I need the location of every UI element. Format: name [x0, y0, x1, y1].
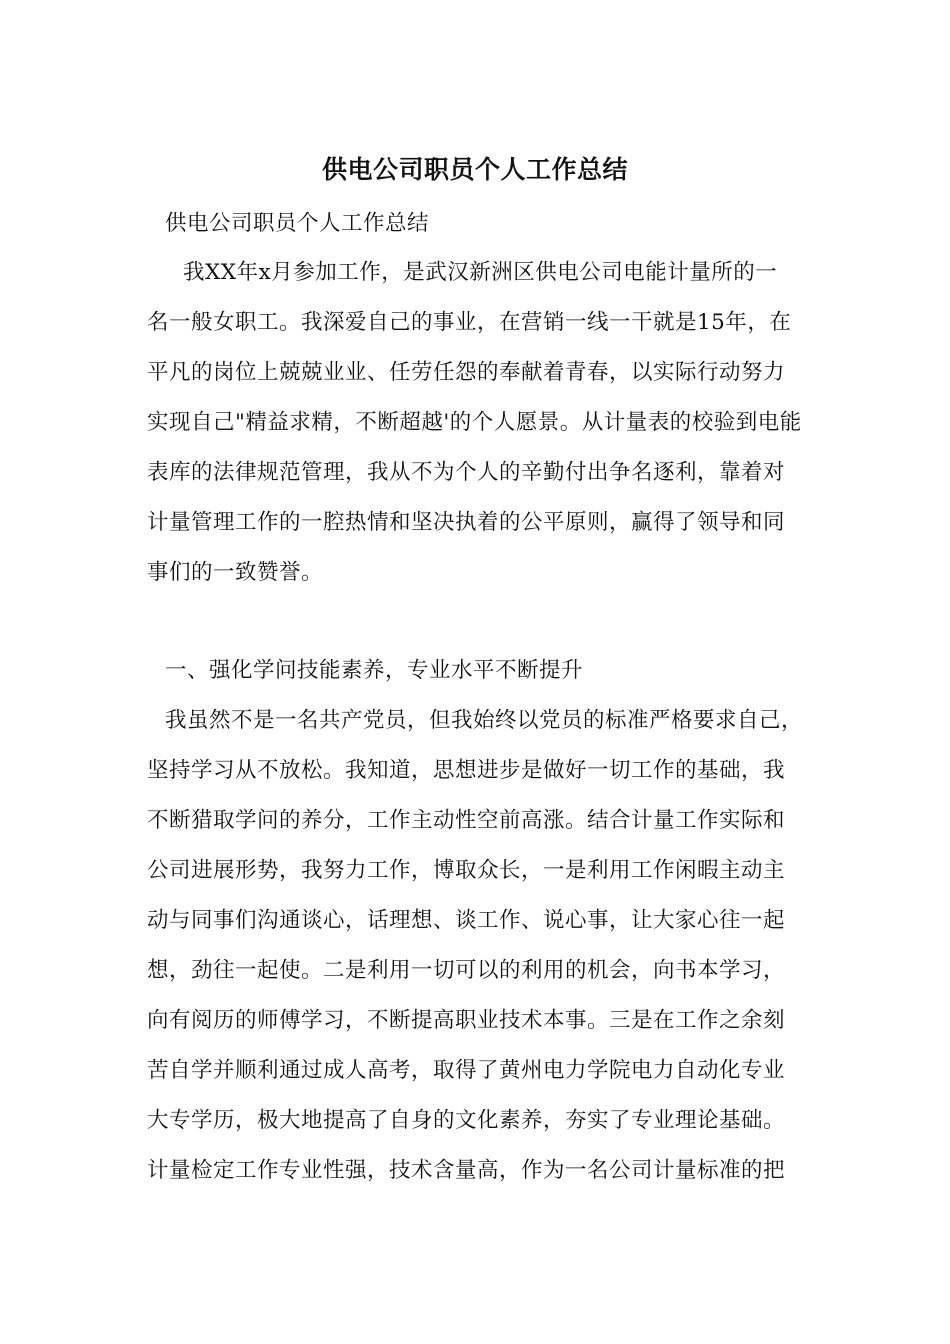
- section-heading: 一、强化学问技能素养，专业水平不断提升: [165, 658, 584, 683]
- paragraph2-line: 动与同事们沟通谈心，话理想、谈工作、说心事，让大家心往一起: [147, 908, 786, 933]
- paragraph1-line: 事们的一致赞誉。: [147, 560, 324, 585]
- paragraph1-line: 实现自己"精益求精，不断超越'的个人愿景。从计量表的校验到电能: [147, 410, 802, 435]
- paragraph2-line: 大专学历，极大地提高了自身的文化素养，夯实了专业理论基础。: [147, 1108, 786, 1133]
- paragraph2-line: 我虽然不是一名共产党员，但我始终以党员的标准严格要求自己，: [165, 708, 804, 733]
- document-subtitle: 供电公司职员个人工作总结: [165, 211, 430, 236]
- paragraph2-line: 苦自学并顺利通过成人高考，取得了黄州电力学院电力自动化专业: [147, 1058, 786, 1083]
- paragraph1-line: 平凡的岗位上兢兢业业、任劳任怨的奉献着青春，以实际行动努力: [147, 360, 786, 385]
- paragraph2-line: 计量检定工作专业性强，技术含量高，作为一名公司计量标准的把: [147, 1158, 786, 1183]
- paragraph1-line: 表库的法律规范管理，我从不为个人的辛勤付出争名逐利，靠着对: [147, 460, 786, 485]
- paragraph2-line: 坚持学习从不放松。我知道，思想进步是做好一切工作的基础，我: [147, 758, 786, 783]
- document-title: 供电公司职员个人工作总结: [321, 155, 628, 184]
- paragraph1-line: 计量管理工作的一腔热情和坚决执着的公平原则，赢得了领导和同: [147, 510, 786, 535]
- paragraph1-line: 我XX年x月参加工作，是武汉新洲区供电公司电能计量所的一: [183, 260, 778, 285]
- paragraph2-line: 想，劲往一起使。二是利用一切可以的利用的机会，向书本学习，: [147, 958, 786, 983]
- paragraph2-line: 公司进展形势，我努力工作，博取众长，一是利用工作闲暇主动主: [147, 858, 786, 883]
- paragraph2-line: 不断猎取学问的养分，工作主动性空前高涨。结合计量工作实际和: [147, 808, 786, 833]
- paragraph1-line: 名一般女职工。我深爱自己的事业，在营销一线一干就是15年，在: [147, 310, 792, 335]
- paragraph2-line: 向有阅历的师傅学习，不断提高职业技术本事。三是在工作之余刻: [147, 1008, 786, 1033]
